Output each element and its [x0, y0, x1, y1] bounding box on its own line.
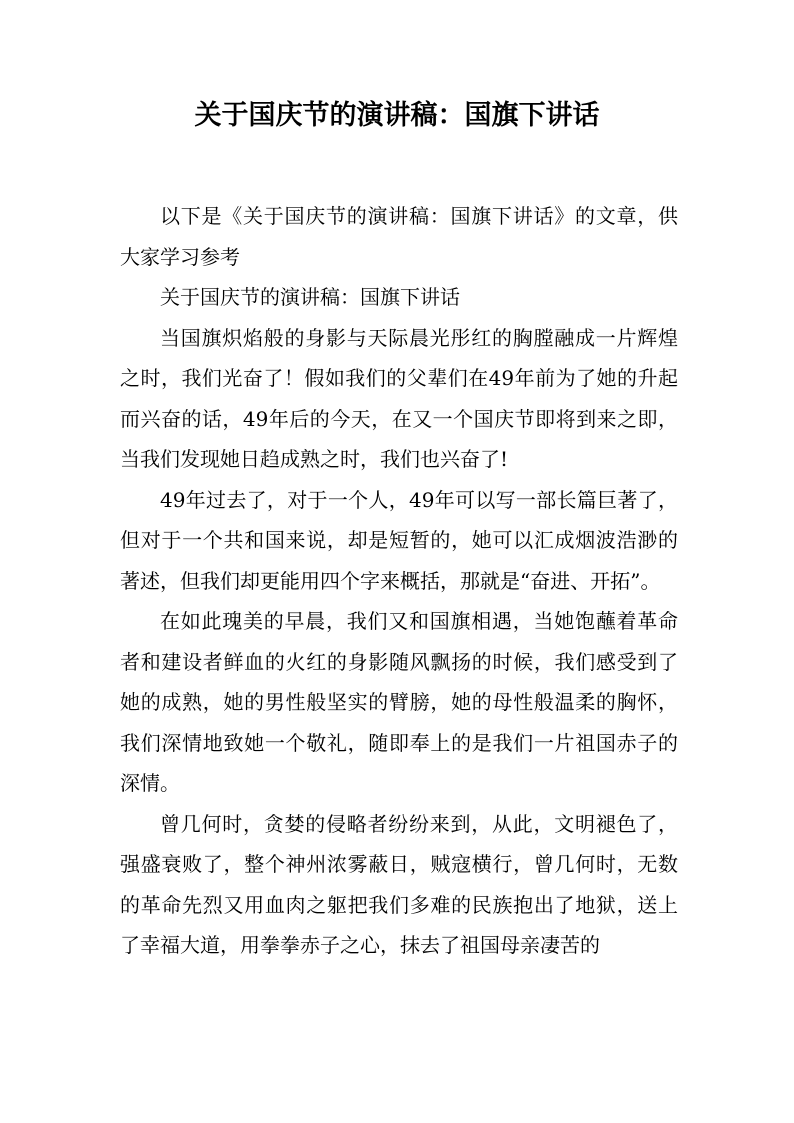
body-paragraph: 在如此瑰美的早晨，我们又和国旗相遇，当她饱蘸着革命者和建设者鲜血的火红的身影随风飘扬的时候，我们感受到了她的成熟，她的男性般坚实的臂膀，她的母性般温柔的胸怀，我们深情地致她一个敬礼，随即奉上的是我们一片祖国赤子的深情。 — [120, 609, 678, 795]
body-paragraph: 曾几何时，贪婪的侵略者纷纷来到，从此，文明褪色了，强盛衰败了，整个神州浓雾蔽日，贼寇横行，曾几何时，无数的革命先烈又用血肉之躯把我们多难的民族抱出了地狱，送上了幸福大道，用拳拳赤子之心，抹去了祖国母亲凄苦的 — [120, 811, 678, 957]
document-body — [120, 196, 678, 966]
subtitle-paragraph: 关于国庆节的演讲稿：国旗下讲话 — [160, 285, 460, 309]
document-title: 关于国庆节的演讲稿：国旗下讲话 — [194, 100, 600, 131]
body-paragraph: 49年过去了，对于一个人，49年可以写一部长篇巨著了，但对于一个共和国来说，却是短暂的，她可以汇成烟波浩渺的著述，但我们却更能用四个字来概括，那就是“奋进、开拓”。 — [120, 487, 678, 593]
body-paragraph: 当国旗炽焰般的身影与天际晨光彤红的胸膛融成一片辉煌之时，我们光奋了！假如我们的父辈们在49年前为了她的升起而兴奋的话，49年后的今天，在又一个国庆节即将到来之即，当我们发现她日趋成熟之时，我们也兴奋了! — [120, 325, 678, 471]
intro-paragraph: 以下是《关于国庆节的演讲稿：国旗下讲话》的文章，供大家学习参考 — [120, 204, 678, 269]
